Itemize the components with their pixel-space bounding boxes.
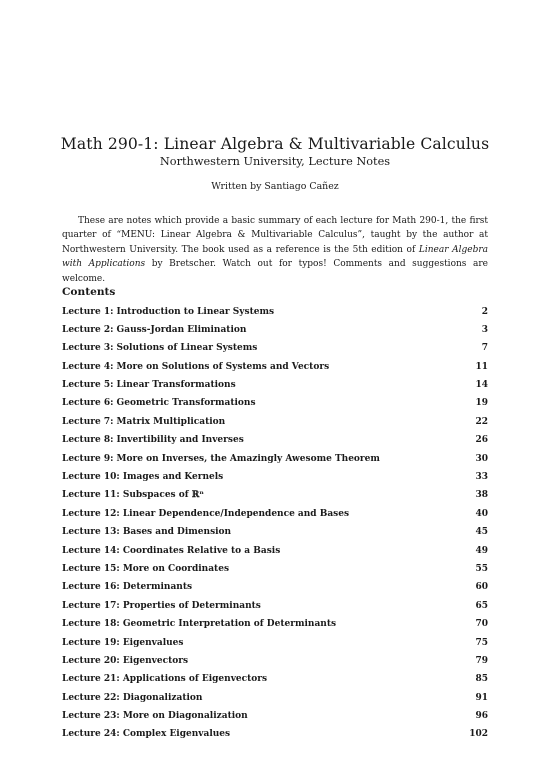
toc-entry[interactable] bbox=[62, 341, 488, 359]
toc-entry[interactable] bbox=[62, 709, 488, 727]
toc-entry-page-number[interactable]: 70 bbox=[475, 619, 488, 630]
toc-entry-page-number[interactable]: 60 bbox=[475, 582, 488, 593]
toc-entry[interactable] bbox=[62, 672, 488, 690]
toc-entry-page-number[interactable]: 11 bbox=[475, 361, 488, 372]
toc-entry[interactable] bbox=[62, 396, 488, 414]
toc-entry[interactable] bbox=[62, 544, 488, 562]
toc-entry-page-number[interactable]: 22 bbox=[475, 416, 488, 427]
toc-entry-title[interactable]: Lecture 22: Diagonalization bbox=[62, 692, 203, 703]
document-title: Math 290-1: Linear Algebra & Multivariable Calculus bbox=[60, 135, 490, 153]
toc-entry-page-number[interactable]: 65 bbox=[475, 600, 488, 611]
toc-entry-title[interactable]: Lecture 6: Geometric Transformations bbox=[62, 398, 256, 409]
toc-entry-title[interactable]: Lecture 23: More on Diagonalization bbox=[62, 711, 248, 722]
toc-entry-title[interactable]: Lecture 16: Determinants bbox=[62, 582, 193, 593]
toc-entry-page-number[interactable]: 49 bbox=[475, 545, 488, 556]
toc-entry-title[interactable]: Lecture 8: Invertibility and Inverses bbox=[62, 435, 244, 446]
toc-entry-page-number[interactable]: 55 bbox=[475, 563, 488, 574]
toc-entry[interactable] bbox=[62, 470, 488, 488]
toc-entry-title[interactable]: Lecture 5: Linear Transformations bbox=[62, 380, 236, 391]
toc-entry[interactable] bbox=[62, 507, 488, 525]
toc-entry-title[interactable]: Lecture 1: Introduction to Linear Systems bbox=[62, 306, 275, 317]
abstract-text-part2: by Bretscher. Watch out for typos! Comments and suggestions are welcome. bbox=[62, 259, 488, 284]
toc-entry-page-number[interactable]: 7 bbox=[481, 343, 488, 354]
toc-entry-page-number[interactable]: 38 bbox=[475, 490, 488, 501]
toc-entry[interactable] bbox=[62, 599, 488, 617]
toc-entry-title[interactable]: Lecture 19: Eigenvalues bbox=[62, 637, 184, 648]
toc-entry-title[interactable]: Lecture 13: Bases and Dimension bbox=[62, 527, 232, 538]
toc-entry-title[interactable]: Lecture 10: Images and Kernels bbox=[62, 472, 224, 483]
toc-entry-page-number[interactable]: 26 bbox=[475, 435, 488, 446]
toc-entry-page-number[interactable]: 2 bbox=[481, 306, 488, 317]
toc-entry-title[interactable]: Lecture 12: Linear Dependence/Independence and Bases bbox=[62, 508, 350, 519]
toc-entry-title[interactable]: Lecture 24: Complex Eigenvalues bbox=[62, 729, 231, 740]
toc-entry[interactable] bbox=[62, 378, 488, 396]
toc-entry[interactable] bbox=[62, 323, 488, 341]
toc-entry[interactable] bbox=[62, 525, 488, 543]
toc-entry-page-number[interactable]: 75 bbox=[475, 637, 488, 648]
toc-entry[interactable] bbox=[62, 305, 488, 323]
toc-entry-title[interactable]: Lecture 3: Solutions of Linear Systems bbox=[62, 343, 258, 354]
toc-entry-page-number[interactable]: 45 bbox=[475, 527, 488, 538]
toc-entry[interactable] bbox=[62, 636, 488, 654]
toc-entry-page-number[interactable]: 40 bbox=[475, 508, 488, 519]
toc-entry[interactable] bbox=[62, 562, 488, 580]
toc-entry[interactable] bbox=[62, 433, 488, 451]
toc-entry-page-number[interactable]: 85 bbox=[475, 674, 488, 685]
toc-entry-page-number[interactable]: 3 bbox=[481, 324, 488, 335]
toc-entry-title[interactable]: Lecture 2: Gauss-Jordan Elimination bbox=[62, 324, 247, 335]
abstract-paragraph bbox=[62, 214, 488, 286]
toc-entry[interactable] bbox=[62, 691, 488, 709]
toc-entry[interactable] bbox=[62, 415, 488, 433]
toc-entry[interactable] bbox=[62, 488, 488, 506]
author-line: Written by Santiago Cañez bbox=[211, 181, 339, 192]
toc-entry-title[interactable]: Lecture 17: Properties of Determinants bbox=[62, 600, 261, 611]
toc-entry-title[interactable]: Lecture 18: Geometric Interpretation of Determinants bbox=[62, 619, 337, 630]
toc-entry-title[interactable]: Lecture 7: Matrix Multiplication bbox=[62, 416, 226, 427]
toc-entry-title[interactable]: Lecture 11: Subspaces of ℝⁿ bbox=[62, 490, 204, 501]
toc-entry[interactable] bbox=[62, 580, 488, 598]
toc-entry-title[interactable]: Lecture 20: Eigenvectors bbox=[62, 655, 189, 666]
toc-entry-title[interactable]: Lecture 21: Applications of Eigenvectors bbox=[62, 674, 268, 685]
toc-entry-title[interactable]: Lecture 9: More on Inverses, the Amazingly Awesome Theorem bbox=[62, 453, 380, 464]
document-subtitle: Northwestern University, Lecture Notes bbox=[159, 155, 391, 168]
toc-entry[interactable] bbox=[62, 654, 488, 672]
toc-entry[interactable] bbox=[62, 360, 488, 378]
toc-entry-page-number[interactable]: 30 bbox=[475, 453, 488, 464]
toc-entry-page-number[interactable]: 19 bbox=[475, 398, 488, 409]
abstract-text-part1: These are notes which provide a basic summary of each lecture for Math 290-1, the first quarter of “MENU: Linear Algebra & Multivariable Calculus”, taught by the author at Northwestern University. The book used as a reference is the 5th edition of bbox=[62, 216, 488, 255]
toc-entry-page-number[interactable]: 33 bbox=[475, 472, 488, 483]
toc-entry-page-number[interactable]: 102 bbox=[469, 729, 488, 740]
toc-entry-page-number[interactable]: 96 bbox=[475, 711, 488, 722]
toc-entry-page-number[interactable]: 79 bbox=[475, 655, 488, 666]
toc-entry-title[interactable]: Lecture 15: More on Coordinates bbox=[62, 563, 230, 574]
toc-entry[interactable] bbox=[62, 452, 488, 470]
table-of-contents bbox=[62, 305, 488, 746]
toc-entry-title[interactable]: Lecture 4: More on Solutions of Systems and Vectors bbox=[62, 361, 330, 372]
toc-entry-title[interactable]: Lecture 14: Coordinates Relative to a Basis bbox=[62, 545, 281, 556]
contents-heading: Contents bbox=[62, 286, 116, 298]
toc-entry-page-number[interactable]: 91 bbox=[475, 692, 488, 703]
toc-entry-page-number[interactable]: 14 bbox=[475, 380, 488, 391]
toc-entry[interactable] bbox=[62, 727, 488, 745]
book-title: Linear Algebra with Applications bbox=[62, 244, 489, 270]
toc-entry[interactable] bbox=[62, 617, 488, 635]
